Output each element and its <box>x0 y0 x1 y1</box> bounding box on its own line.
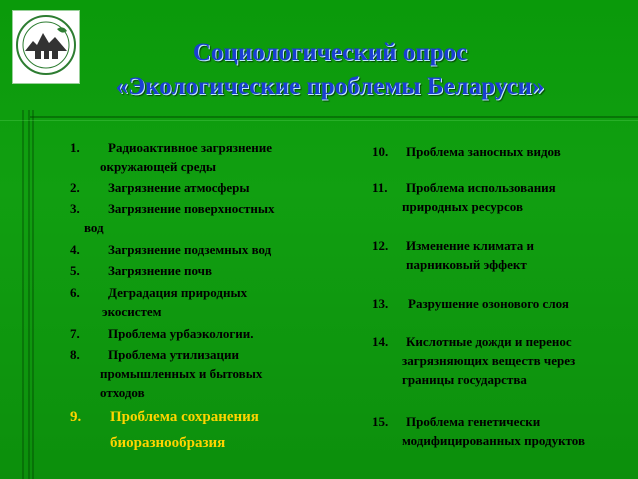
list-item-number: 1. <box>70 140 80 155</box>
list-item-text: Изменение климата и <box>406 238 535 253</box>
list-item-text: границы государства <box>402 372 527 387</box>
list-item-number: 2. <box>70 180 80 195</box>
list-item-text: Проблема утилизации <box>108 347 239 362</box>
list-item-text: Радиоактивное загрязнение <box>108 140 273 155</box>
left-problem-list <box>70 138 340 458</box>
list-item-number: 13. <box>372 296 389 311</box>
list-item-number: 9. <box>70 409 82 425</box>
list-item-text: парниковый эффект <box>406 257 527 272</box>
list-item-text: Загрязнение поверхностных <box>108 201 275 216</box>
list-item-text: промышленных и бытовых <box>100 366 263 381</box>
list-item-text: Проблема сохранения <box>110 409 259 425</box>
list-item-text: Загрязнение почв <box>108 263 213 278</box>
header-divider-highlight <box>0 120 638 121</box>
right-problem-list <box>372 142 634 462</box>
list-item-number: 14. <box>372 334 389 349</box>
header-divider <box>30 116 638 118</box>
list-item-text: биоразнообразия <box>110 435 226 451</box>
list-item-number: 12. <box>372 238 389 253</box>
list-item-text: Проблема использования <box>406 180 556 195</box>
list-item-text: загрязняющих веществ через <box>402 353 576 368</box>
list-item-text: Загрязнение подземных вод <box>108 242 272 257</box>
list-item-text: природных ресурсов <box>402 199 523 214</box>
page-title-line2: «Экологические проблемы Беларуси» <box>115 73 545 100</box>
list-item-text: вод <box>84 220 104 235</box>
list-item-text: Кислотные дожди и перенос <box>406 334 572 349</box>
list-item-text: Проблема урбаэкологии. <box>108 326 254 341</box>
list-item-text: окружающей среды <box>100 159 217 174</box>
list-item-text: отходов <box>100 385 145 400</box>
list-item-number: 4. <box>70 242 80 257</box>
list-item-text: Проблема заносных видов <box>406 144 561 159</box>
list-item-text: Проблема генетически <box>406 414 541 429</box>
list-item-number: 3. <box>70 201 80 216</box>
list-item-text: Загрязнение атмосферы <box>108 180 250 195</box>
list-item-text: модифицированных продуктов <box>402 433 585 448</box>
list-item-number: 5. <box>70 263 80 278</box>
decorative-side-bars <box>22 110 62 479</box>
list-item-text: Разрушение озонового слоя <box>408 296 569 311</box>
list-item-number: 7. <box>70 326 80 341</box>
list-item-number: 15. <box>372 414 389 429</box>
list-item-text: экосистем <box>102 304 162 319</box>
list-item-number: 6. <box>70 285 80 300</box>
list-item-number: 11. <box>372 180 388 195</box>
page-title-line1: Социологический опрос <box>192 39 468 66</box>
list-item-text: Деградация природных <box>108 285 248 300</box>
list-item-number: 8. <box>70 347 80 362</box>
list-item-number: 10. <box>372 144 389 159</box>
